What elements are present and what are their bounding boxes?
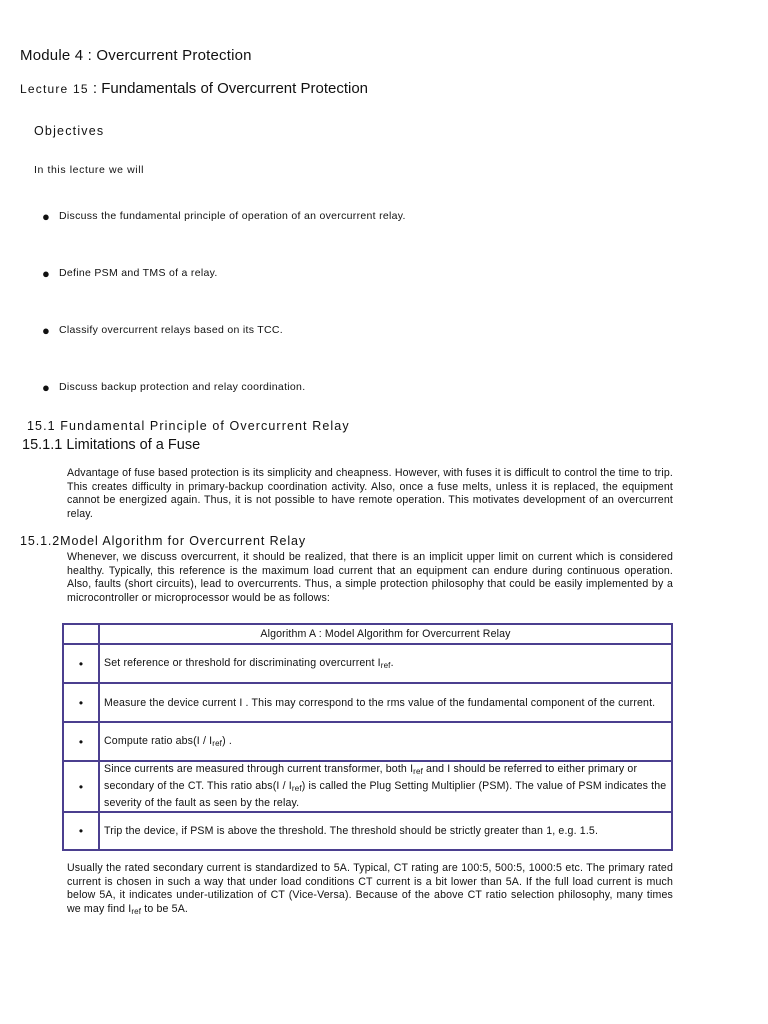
table-row [63,722,672,761]
bullet-icon: • [63,722,99,761]
table-row [63,761,672,812]
objective-text: Define PSM and TMS of a relay. [59,267,218,279]
algorithm-step: Set reference or threshold for discriminating overcurrent $I_{ref}$. [99,644,672,683]
lecture-title: : Fundamentals of Overcurrent Protection [88,80,369,97]
objective-text: Classify overcurrent relays based on its TCC. [59,324,283,336]
algorithm-table [62,623,673,851]
objectives-heading: Objectives [34,124,105,138]
bullet-icon: ● [42,323,51,338]
bullet-icon: • [63,812,99,850]
bullet-icon: ● [42,380,51,395]
bullet-icon: • [63,761,99,812]
algorithm-title: Algorithm A : Model Algorithm for Overcurrent Relay [99,624,672,644]
objective-text: Discuss backup protection and relay coordination. [59,381,306,393]
table-row [63,644,672,683]
algorithm-step: Trip the device, if PSM is above the threshold. The threshold should be strictly greater than 1, e.g. 1.5. [99,812,672,850]
ct-paragraph: Usually the rated secondary current is standardized to 5A. Typical, CT rating are 100:5, 500:5, 1000:5 etc. The primary rated current is chosen in such a way that under load conditions CT current is a bit lower than 5A. If the full load current is much below 5A, it indicates under-utilization of CT (Vice-Versa). Because of the above CT ratio selection philosophy, many times we may find $I_{ref}$ to be 5A. [67,862,673,917]
intro-text: In this lecture we will [34,164,145,176]
algorithm-step: Measure the device current I . This may correspond to the rms value of the fundamental component of the current. [99,683,672,722]
model-paragraph: Whenever, we discuss overcurrent, it should be realized, that there is an implicit upper limit on current which is considered healthy. Typically, this reference is the maximum load current that an equipment can endure during continuous operation. Also, faults (short circuits), lead to overcurrents. Thus, a simple protection philosophy that could be easily implemented by a microcontroller or microprocessor would be as follows: [67,551,673,605]
header-blank-cell [63,624,99,644]
bullet-icon: ● [42,266,51,281]
bullet-icon: ● [42,209,51,224]
lecture-label: Lecture 15 [20,82,89,96]
section-heading-15-1-2: 15.1.2Model Algorithm for Overcurrent Relay [20,534,307,548]
section-heading-15-1-1: 15.1.1 Limitations of a Fuse [22,437,201,453]
lecture-heading [20,80,368,97]
bullet-icon: • [63,683,99,722]
objective-text: Discuss the fundamental principle of operation of an overcurrent relay. [59,210,406,222]
table-row [63,812,672,850]
table-row [63,683,672,722]
module-title: Module 4 : Overcurrent Protection [20,47,252,64]
fuse-paragraph: Advantage of fuse based protection is its simplicity and cheapness. However, with fuses it is difficult to control the time to trip. This creates difficulty in primary-backup coordination activity. Also, once a fuse melts, unless it is replaced, the equipment cannot be energized again. Thus, it is not possible to have remote operation. This motivates development of an overcurrent relay. [67,467,673,521]
section-heading-15-1: 15.1 Fundamental Principle of Overcurrent Relay [27,419,350,433]
algorithm-step: Since currents are measured through current transformer, both $I_{ref}$ and I should be referred to either primary or secondary of the CT. This ratio $abs(I / I_{ref})$ is called the Plug Setting Multiplier (PSM). The value of PSM indicates the severity of the fault as seen by the relay. [99,761,672,812]
algorithm-step: Compute ratio $abs(I / I_{ref})$ . [99,722,672,761]
bullet-icon: • [63,644,99,683]
